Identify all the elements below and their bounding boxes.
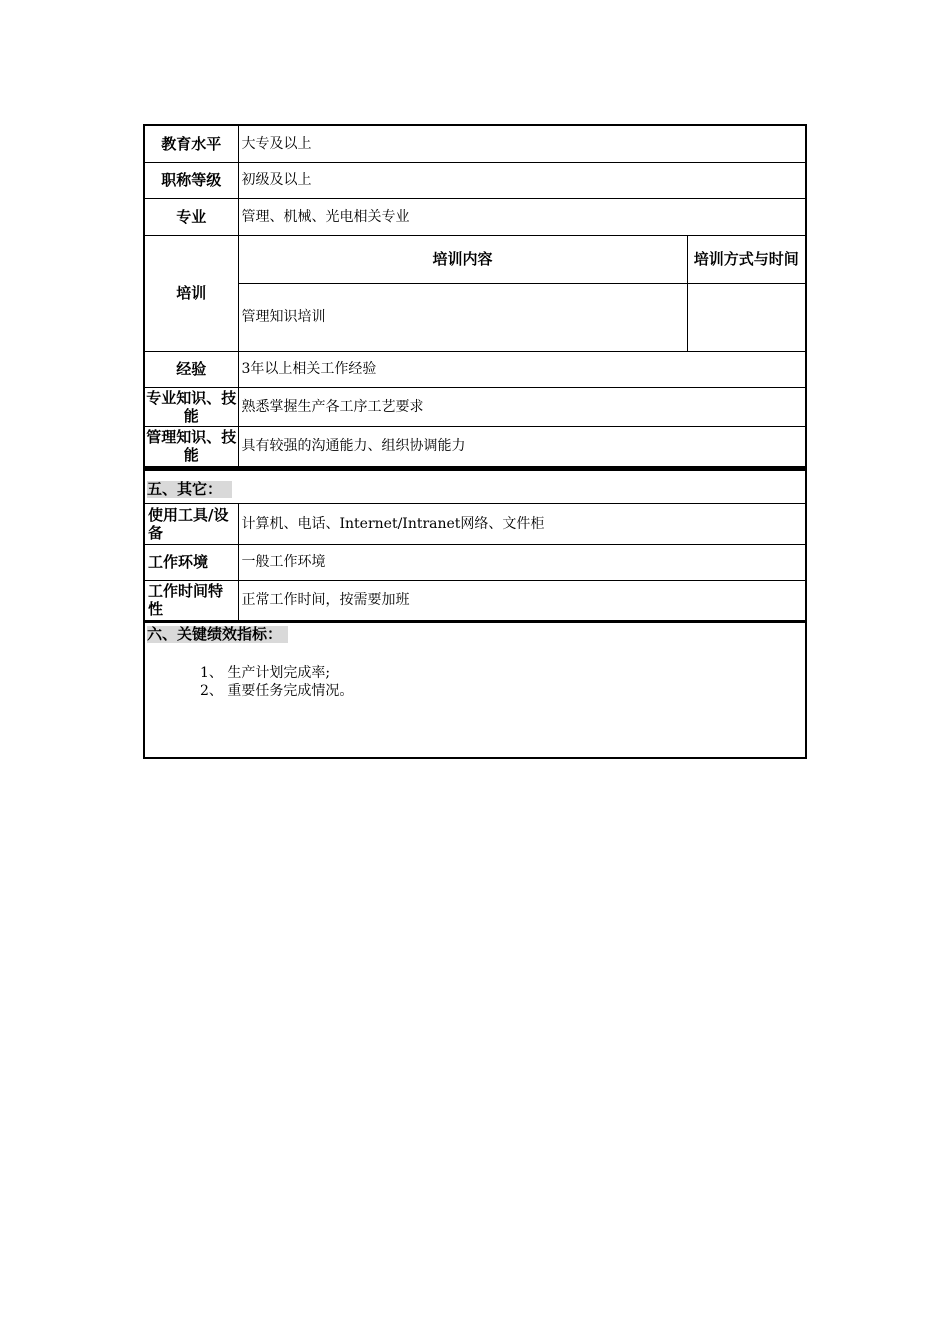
work-time-value: 正常工作时间，按需要加班 [238, 580, 805, 620]
work-time-row [145, 580, 805, 620]
kpi-list [200, 664, 353, 700]
major-row [145, 198, 805, 235]
requirements-table [145, 126, 805, 467]
job-description-sheet [143, 124, 807, 759]
training-method-value [687, 283, 805, 351]
title-level-value: 初级及以上 [238, 162, 805, 198]
training-label: 培训 [145, 235, 238, 351]
professional-skills-label: 专业知识、技能 [146, 388, 237, 425]
training-header-row [145, 235, 805, 283]
kpi-section [143, 621, 807, 759]
training-content-value: 管理知识培训 [238, 283, 687, 351]
education-row [145, 126, 805, 162]
experience-label: 经验 [145, 351, 238, 387]
tools-label: 使用工具/设备 [145, 503, 238, 544]
requirements-section [143, 124, 807, 467]
environment-row [145, 544, 805, 580]
management-skills-row [145, 426, 805, 466]
tools-value: 计算机、电话、Internet/Intranet网络、文件柜 [238, 503, 805, 544]
training-value-row [145, 283, 805, 351]
training-content-header: 培训内容 [238, 235, 687, 283]
professional-skills-row [145, 387, 805, 426]
major-value: 管理、机械、光电相关专业 [238, 198, 805, 235]
tools-row [145, 503, 805, 544]
experience-value: 3年以上相关工作经验 [238, 351, 805, 387]
management-skills-label: 管理知识、技能 [146, 428, 237, 464]
experience-row [145, 351, 805, 387]
work-time-label: 工作时间特性 [145, 580, 238, 620]
environment-value: 一般工作环境 [238, 544, 805, 580]
kpi-item: 1、 生产计划完成率; [200, 664, 331, 681]
education-value: 大专及以上 [238, 126, 805, 162]
others-table [145, 503, 805, 621]
training-method-header: 培训方式与时间 [687, 235, 805, 283]
title-level-label: 职称等级 [145, 162, 238, 198]
kpi-title: 六、关键绩效指标： [147, 626, 288, 643]
others-title-text: 五、其它： [147, 481, 232, 498]
title-level-row [145, 162, 805, 198]
kpi-item: 2、 重要任务完成情况。 [200, 682, 354, 699]
environment-label: 工作环境 [145, 544, 238, 580]
others-section [143, 467, 807, 621]
education-label: 教育水平 [145, 126, 238, 162]
major-label: 专业 [145, 198, 238, 235]
others-title [145, 469, 805, 503]
professional-skills-value: 熟悉掌握生产各工序工艺要求 [238, 387, 805, 426]
management-skills-value: 具有较强的沟通能力、组织协调能力 [238, 426, 805, 466]
